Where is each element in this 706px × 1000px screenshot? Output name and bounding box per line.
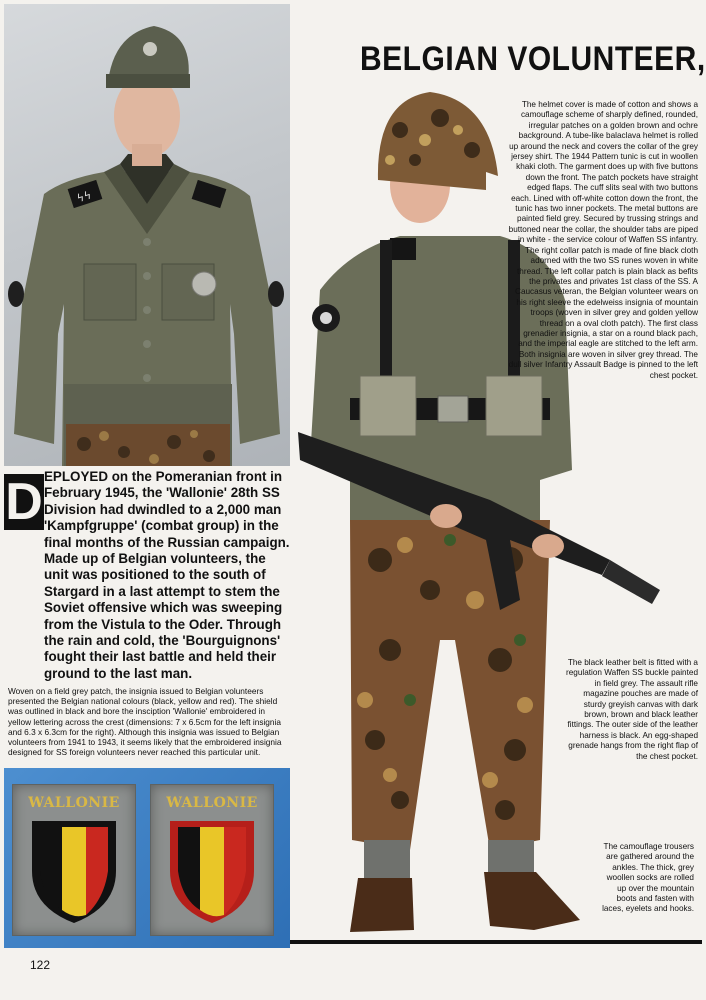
caption-belt: The black leather belt is fitted with a regulation Waffen SS buckle painted in field grey. The assault rifle magazine pouches are made of sturdy greyish canvas with dark brown, brown and black leather fittings. The outer side of the leather harness is black. An egg-shaped grenade hangs from the right flap of the chest pocket. <box>566 658 698 761</box>
belgian-shield-icon <box>28 815 120 927</box>
lead-paragraph: EPLOYED on the Pomeranian front in February 1945, the 'Wallonie' 28th SS Division had dwindled to a 2,000 man 'Kampfgruppe' (combat group) in the final months of the Russian campaign. Made up of Belgian volunteers, the unit was positioned to the south of Stargard in a last attempt to stem the Soviet offensive which was sweeping from the Vistula to the Oder. Through the rain and cold, the 'Bourguignons' fought their last battle and held their ground to the last man. <box>44 469 290 681</box>
photo-soldier-tunic <box>4 4 290 466</box>
lead-article <box>5 469 290 682</box>
page-number: 122 <box>30 958 51 972</box>
svg-text:ϟϟ: ϟϟ <box>75 188 94 206</box>
bottom-rule <box>290 940 702 944</box>
soldier-tunic-illustration <box>4 4 290 466</box>
patch-label-left: WALLONIE <box>28 795 120 811</box>
belgian-shield-icon-right <box>166 815 258 927</box>
caption-uniform: The helmet cover is made of cotton and shows a camouflage scheme of sharply defined, rounded, irregular patches on a golden brown and ochre background. A tube-like balaclava helmet is rolled up around the neck and covers the collar of the grey jersey shirt. The 1944 Pattern tunic is cut in woollen khaki cloth. The garment does up with five buttons down the front. The patch pockets have straight edged flaps. The cuff slits seal with two buttons each. Lined with off-white cotton down the front, the tunic has two inner pockets. The metal buttons are painted field grey. Secured by trussing strings and buttoned near the collar, the shoulder tabs are piped in white - the service colour of Waffen SS infantry. The right collar patch is made of fine black cloth adorned with the two SS runes woven in white thread. The left collar patch is plain black as befits the privates and privates 1st class of the SS. A Caucasus veteran, the Belgian volunteer wears on his right sleeve the edelweiss insignia of mountain troops (woven in silver grey and golden yellow thread on a oval cloth patch). The first class grenadier insignia, a star on a round black pach, and the imperial eagle are stitched to the left arm. Both insignia are woven in silver grey thread. The dull silver Infantry Assault Badge is pinned to the left chest pocket. <box>508 100 698 380</box>
wallonie-patch-right <box>150 784 274 936</box>
patch-label-right: WALLONIE <box>166 795 258 811</box>
insignia-description: Woven on a field grey patch, the insignia issued to Belgian volunteers presented the Belgian national colours (black, yellow and red). The shield was outlined in black and bore the insciption 'Wallonie' embroidered in yellow lettering across the crest (dimensions: 7 x 6.5cm for the left insignia and 6.3 x 6.3cm for the right). Although this insignia was issued to Belgian volunteers from 1941 to 1943, it seems likely that the embroidered insignia designed for SS foreign volunteers never reached this particular unit. <box>8 686 282 758</box>
insignia-photo <box>4 768 290 948</box>
drop-cap: D <box>5 473 43 531</box>
page-headline: BELGIAN VOLUNTEER, <box>360 40 706 78</box>
caption-trousers: The camouflage trousers are gathered around the ankles. The thick, grey woollen socks are rolled up over the mountain boots and fasten with laces, eyelets and hooks. <box>602 842 694 914</box>
wallonie-patch-left <box>12 784 136 936</box>
